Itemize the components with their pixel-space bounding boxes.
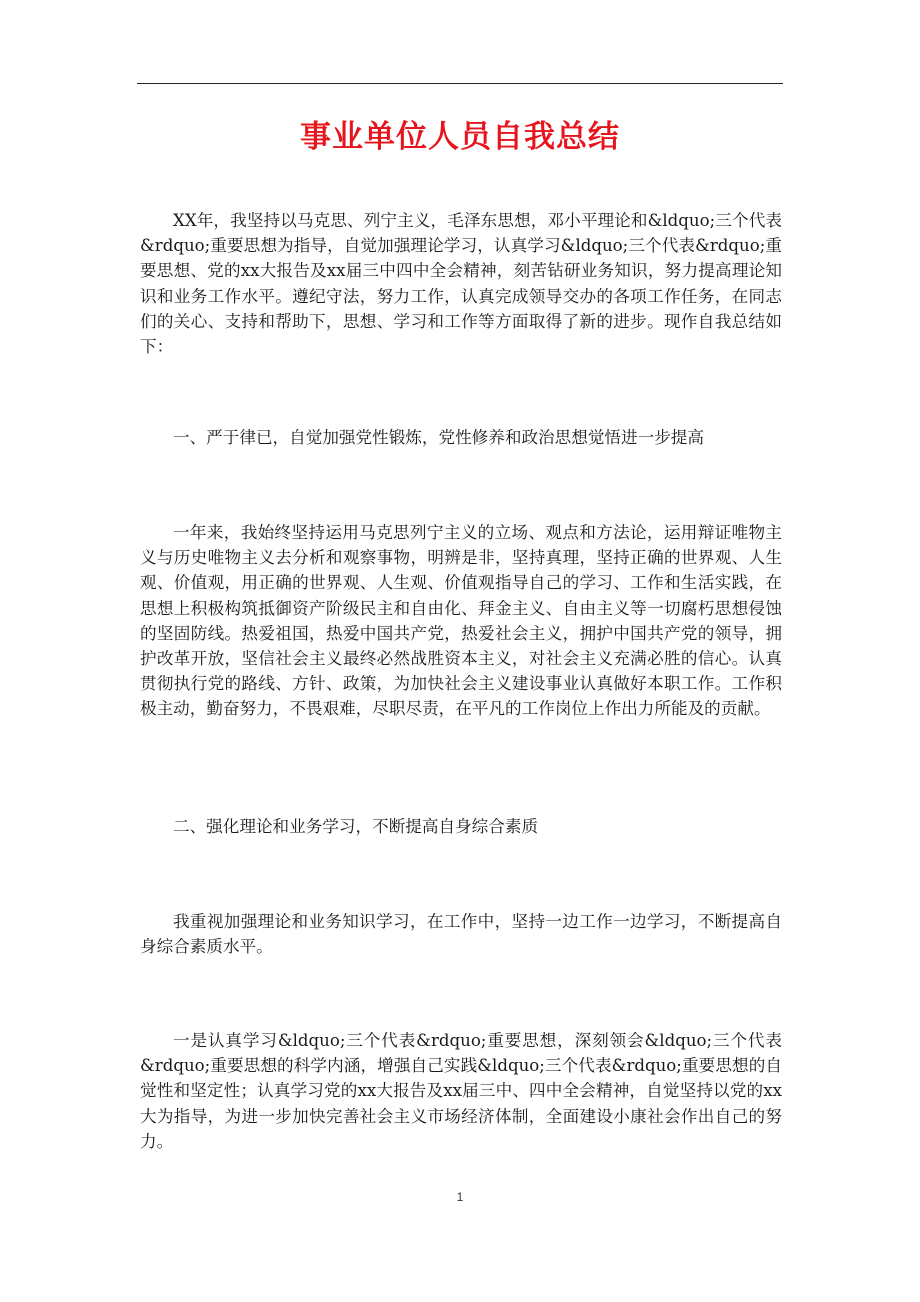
section-heading-1: 一、严于律已，自觉加强党性锻炼，党性修养和政治思想觉悟进一步提高: [173, 428, 704, 447]
section-heading-2: 二、强化理论和业务学习，不断提高自身综合素质: [173, 817, 539, 836]
document-title: 事业单位人员自我总结: [300, 119, 620, 155]
page-number: 1: [456, 1190, 464, 1204]
section-2-point-1-paragraph: 一是认真学习&ldquo;三个代表&rdquo;重要思想，深刻领会&ldquo;三个代表&rdquo;重要思想的科学内涵，增强自己实践&ldquo;三个代表&rdquo;重要思想的自觉性和坚定性；认真学习党的xx大报告及xx届三中、四中全会精神，自觉坚持以党的xx大为指导，为进一步加快完善社会主义市场经济体制，全面建设小康社会作出自己的努力。: [140, 1031, 782, 1151]
header-rule: [137, 83, 783, 84]
intro-paragraph: XX年，我坚持以马克思、列宁主义，毛泽东思想，邓小平理论和&ldquo;三个代表&rdquo;重要思想为指导，自觉加强理论学习，认真学习&ldquo;三个代表&rdquo;重要思想、党的xx大报告及xx届三中四中全会精神，刻苦钻研业务知识，努力提高理论知识和业务工作水平。遵纪守法，努力工作，认真完成领导交办的各项工作任务，在同志们的关心、支持和帮助下，思想、学习和工作等方面取得了新的进步。现作自我总结如下：: [140, 211, 782, 357]
section-2-paragraph: 我重视加强理论和业务知识学习，在工作中，坚持一边工作一边学习，不断提高自身综合素质水平。: [140, 912, 782, 957]
section-1-paragraph: 一年来，我始终坚持运用马克思列宁主义的立场、观点和方法论，运用辩证唯物主义与历史唯物主义去分析和观察事物，明辨是非，坚持真理，坚持正确的世界观、人生观、价值观，用正确的世界观、人生观、价值观指导自己的学习、工作和生活实践，在思想上积极构筑抵御资产阶级民主和自由化、拜金主义、自由主义等一切腐朽思想侵蚀的坚固防线。热爱祖国，热爱中国共产党，热爱社会主义，拥护中国共产党的领导，拥护改革开放，坚信社会主义最终必然战胜资本主义，对社会主义充满必胜的信心。认真贯彻执行党的路线、方针、政策，为加快社会主义建设事业认真做好本职工作。工作积极主动，勤奋努力，不畏艰难，尽职尽责，在平凡的工作岗位上作出力所能及的贡献。: [140, 523, 782, 719]
